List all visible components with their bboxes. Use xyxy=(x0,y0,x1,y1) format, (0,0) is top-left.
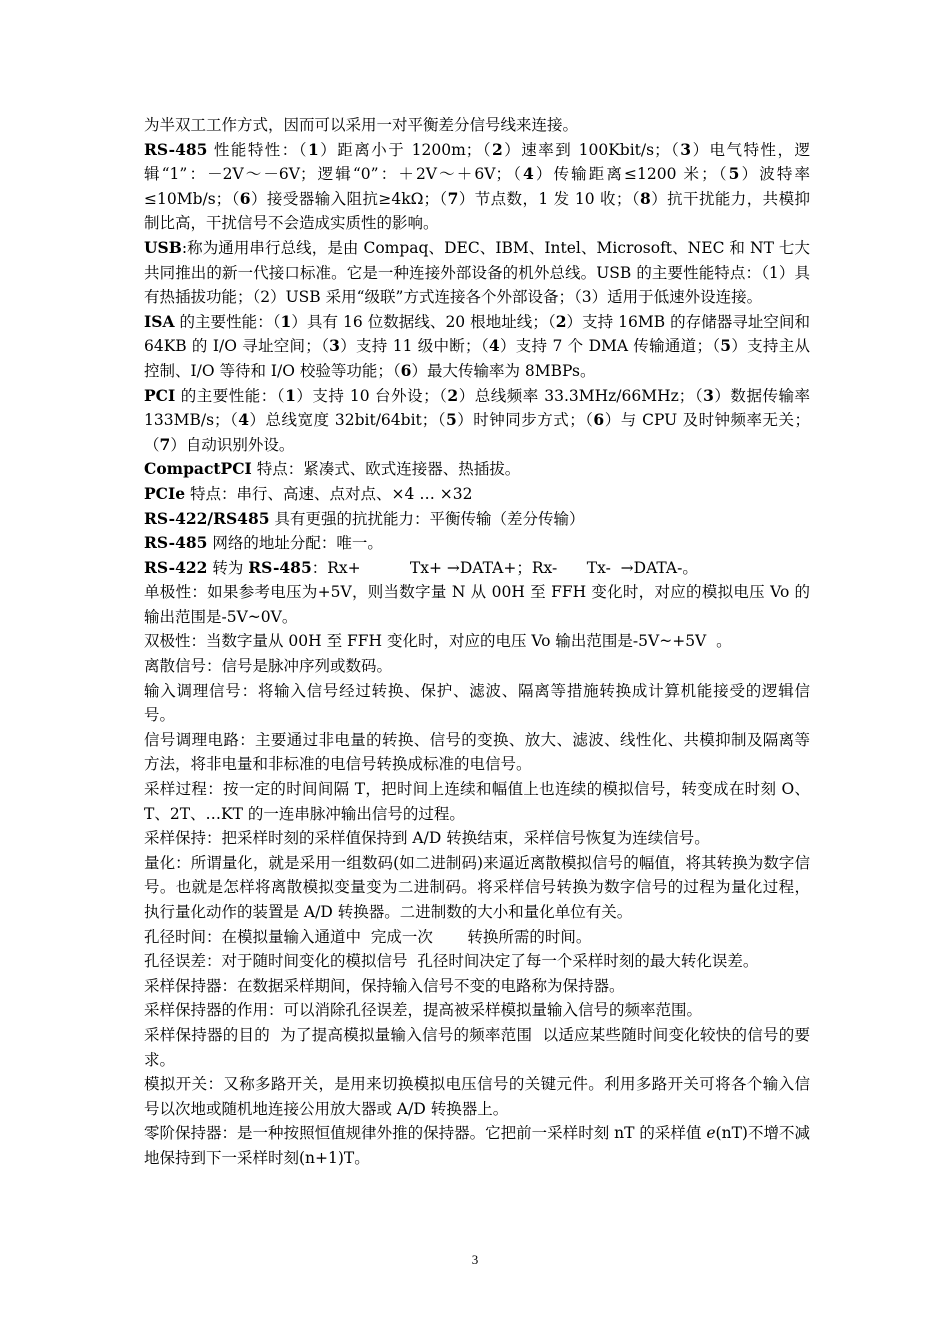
paragraph-p22 xyxy=(144,998,810,1023)
bold-term: 3 xyxy=(329,336,340,356)
text-run: ）具有 16 位数据线、20 根地址线；（ xyxy=(291,312,556,331)
text-run: (nT)不增不减地保持到下一采样时刻(n+1)T。 xyxy=(144,1124,810,1167)
text-run: ）与 CPU 及时钟频率无关；（ xyxy=(144,411,810,454)
paragraph-p18 xyxy=(144,851,810,925)
bold-term: RS-422 xyxy=(144,557,208,577)
bold-term: 7 xyxy=(159,434,171,454)
text-run: 网络的地址分配：唯一。 xyxy=(207,534,383,553)
text-run: 零阶保持器：是一种按照恒值规律外推的保持器。它把前一采样时刻 nT 的采样值 xyxy=(144,1124,707,1143)
text-run: ：Rx+ Tx+ →DATA+；Rx- Tx- →DATA-。 xyxy=(311,558,698,577)
text-run: ）支持 10 台外设；（ xyxy=(295,386,448,405)
bold-term: RS-485 xyxy=(144,139,208,159)
bold-term: 8 xyxy=(639,188,651,208)
text-run: e xyxy=(706,1124,716,1143)
paragraph-p11 xyxy=(144,580,810,629)
text-run: 孔径误差：对于随时间变化的模拟信号 孔径时间决定了每一个采样时刻的最大转化误差。 xyxy=(144,952,759,971)
bold-term: RS-485 xyxy=(248,557,312,577)
bold-term: PCIe xyxy=(144,483,186,503)
paragraph-p13 xyxy=(144,654,810,679)
text-run: 信号调理电路：主要通过非电量的转换、信号的变换、放大、滤波、线性化、共模抑制及隔离等方法，将非电量和非标准的电信号转换成标准的电信号。 xyxy=(144,730,810,774)
bold-term: 4 xyxy=(488,336,500,356)
bold-term: 6 xyxy=(239,188,251,208)
paragraph-p25 xyxy=(144,1121,810,1170)
paragraph-p16 xyxy=(144,777,810,826)
paragraph-p17 xyxy=(144,826,810,851)
bold-term: ISA xyxy=(144,311,175,331)
paragraph-p10 xyxy=(144,556,810,581)
page-number: 3 xyxy=(471,1252,479,1267)
bold-term: 7 xyxy=(447,188,459,208)
text-run: ）数据传输率 133MB/s；（ xyxy=(144,386,815,430)
text-run: 采样保持器：在数据采样期间，保持输入信号不变的电路称为保持器。 xyxy=(144,976,625,995)
bold-term: 1 xyxy=(280,311,292,331)
document-body xyxy=(144,113,815,1171)
text-run: 模拟开关：又称多路开关，是用来切换模拟电压信号的关键元件。利用多路开关可将各个输入信号以次地或随机地连接公用放大器或 A/D 转换器上。 xyxy=(144,1075,810,1118)
text-run: :称为通用串行总线，是由 Compaq、DEC、IBM、Intel、Microsoft、NEC 和 NT 七大共同推出的新一代接口标准。它是一种连接外部设备的机外总线。USB 的主要性能特点：（1）具有热插拔功能；（2）USB 采用“级联”方式连接各个外部设备；（3）适用于低速外设连接。 xyxy=(144,238,810,307)
paragraph-p19 xyxy=(144,925,810,950)
paragraph-p12 xyxy=(144,629,810,654)
text-run: ）支持 7 个 DMA 传输通道；（ xyxy=(499,337,721,356)
bold-term: 3 xyxy=(680,139,692,159)
bold-term: 2 xyxy=(447,385,459,405)
text-run: ）总线宽度 32bit/64bit；（ xyxy=(249,411,446,430)
paragraph-p7 xyxy=(144,482,810,507)
bold-term: PCI xyxy=(144,385,176,405)
text-run: ）速率到 100Kbit/s；（ xyxy=(502,140,681,159)
text-run: ）时钟同步方式；（ xyxy=(456,411,594,430)
text-run: ）接受器输入阻抗≥4kΩ；（ xyxy=(250,189,448,208)
bold-term: 4 xyxy=(522,164,534,184)
bold-term: 6 xyxy=(400,360,412,380)
bold-term: 5 xyxy=(728,164,740,184)
bold-term: 1 xyxy=(285,385,296,405)
paragraph-p24 xyxy=(144,1072,810,1121)
text-run: ）最大传输率为 8MBPs。 xyxy=(411,361,596,380)
paragraph-p8 xyxy=(144,507,810,532)
paragraph-p2 xyxy=(144,138,810,236)
paragraph-p1 xyxy=(144,113,810,138)
paragraph-p21 xyxy=(144,974,810,999)
paragraph-p23 xyxy=(144,1023,810,1072)
paragraph-p3 xyxy=(144,236,810,310)
text-run: 为半双工工作方式，因而可以采用一对平衡差分信号线来连接。 xyxy=(144,116,579,134)
text-run: 具有更强的抗扰能力：平衡传输（差分传输） xyxy=(269,509,585,528)
bold-term: 1 xyxy=(308,139,319,159)
text-run: 输入调理信号：将输入信号经过转换、保护、滤波、隔离等措施转换成计算机能接受的逻辑信号。 xyxy=(144,681,810,725)
text-run: 的主要性能：（ xyxy=(174,312,281,331)
paragraph-p5 xyxy=(144,384,815,458)
text-run: 采样保持器的目的 为了提高模拟量输入信号的频率范围 以适应某些随时间变化较快的信号的要求。 xyxy=(144,1025,810,1069)
text-run: ）支持 16MB 的存储器寻址空间和 64KB 的 I/O 寻址空间；（ xyxy=(144,312,815,356)
text-run: 转为 xyxy=(207,558,249,577)
text-run: 性能特性：（ xyxy=(207,140,309,159)
paragraph-p14 xyxy=(144,679,810,728)
text-run: ）自动识别外设。 xyxy=(170,435,295,454)
text-run: ）传输距离≤1200 米；（ xyxy=(533,165,729,184)
text-run: ）支持主从控制、I/O 等待和 I/O 校验等功能；（ xyxy=(144,337,811,380)
text-run: 单极性：如果参考电压为+5V，则当数字量 N 从 00H 至 FFH 变化时，对应的模拟电压 Vo 的输出范围是-5V~0V。 xyxy=(144,583,810,626)
text-run: ）节点数，1 发 10 收；（ xyxy=(458,189,640,208)
text-run: 采样保持器的作用：可以消除孔径误差，提高被采样模拟量输入信号的频率范围。 xyxy=(144,1001,703,1020)
text-run: 双极性：当数字量从 00H 至 FFH 变化时，对应的电压 Vo 输出范围是-5V~+5V 。 xyxy=(144,632,732,651)
bold-term: 5 xyxy=(720,336,732,356)
bold-term: 4 xyxy=(238,410,250,430)
bold-term: 5 xyxy=(446,410,457,430)
text-run: 采样保持：把采样时刻的采样值保持到 A/D 转换结束，采样信号恢复为连续信号。 xyxy=(144,829,710,848)
text-run: ）电气特性，逻辑“1”：－2V～－6V；逻辑“0”：＋2V～＋6V；（ xyxy=(144,140,810,184)
paragraph-p4 xyxy=(144,310,815,384)
text-run: ）支持 11 级中断；（ xyxy=(339,337,489,356)
text-run: ）波特率≤10Mb/s；（ xyxy=(144,165,810,208)
text-run: 量化：所谓量化，就是采用一组数码(如二进制码)来逼近离散模拟信号的幅值，将其转换为数字信号。也就是怎样将离散模拟变量变为二进制码。将采样信号转换为数字信号的过程为量化过程，执行量化动作的装置是 A/D 转换器。二进制数的大小和量化单位有关。 xyxy=(144,853,810,921)
text-run: 特点：串行、高速、点对点、×4 … ×32 xyxy=(185,484,473,503)
bold-term: 2 xyxy=(492,139,503,159)
text-run: 采样过程：按一定的时间间隔 T，把时间上连续和幅值上也连续的模拟信号，转变成在时刻 O、T、2T、…KT 的一连串脉冲输出信号的过程。 xyxy=(144,780,810,823)
text-run: 的主要性能：（ xyxy=(175,386,286,405)
text-run: 孔径时间：在模拟量输入通道中 完成一次 转换所需的时间。 xyxy=(144,927,592,946)
paragraph-p6 xyxy=(144,457,810,482)
bold-term: RS-422/RS485 xyxy=(144,508,270,528)
text-run: ）总线频率 33.3MHz/66MHz；（ xyxy=(458,386,704,405)
paragraph-p15 xyxy=(144,728,810,777)
text-run: ）抗干扰能力，共模抑制比高，干扰信号不会造成实质性的影响。 xyxy=(144,189,810,233)
paragraph-p9 xyxy=(144,531,810,556)
text-run: ）距离小于 1200m；（ xyxy=(318,140,492,159)
text-run: 离散信号：信号是脉冲序列或数码。 xyxy=(144,657,393,676)
bold-term: CompactPCI xyxy=(144,459,252,479)
bold-term: 3 xyxy=(703,385,714,405)
bold-term: 2 xyxy=(555,311,567,331)
paragraph-p20 xyxy=(144,949,810,974)
text-run: 特点：紧凑式、欧式连接器、热插拔。 xyxy=(251,460,521,479)
bold-term: USB xyxy=(144,237,182,257)
bold-term: 6 xyxy=(593,410,605,430)
bold-term: RS-485 xyxy=(144,533,208,553)
